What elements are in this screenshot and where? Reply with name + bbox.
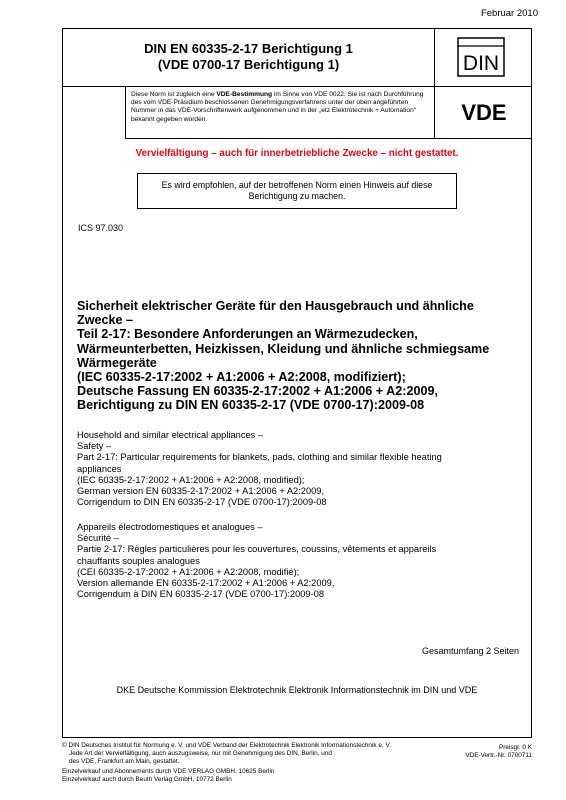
- price-info: [465, 744, 532, 760]
- cover-frame: [62, 28, 532, 738]
- vde-notice: Diese Norm ist zugleich eine VDE-Bestimmung im Sinne von VDE 0022. Sie ist nach Durchführung des vom VDE-Präsidium beschlossenen Genehmigungsverfahrens unter der oben angeführten Nummer in das VDE-Vorschriftenwerk aufgenommen und in der „etz Elektrotechnik + Automation“ bekannt gegeben worden.: [125, 87, 435, 139]
- recommendation-box: Es wird empfohlen, auf der betroffenen Norm einen Hinweis auf diese Berichtigung zu machen.: [137, 173, 457, 209]
- english-title: Household and similar electrical appliances – Safety – Part 2-17: Particular requirements for blankets, pads, clothing and similar flexible heating appliances (IEC 60335-2-17:2002 + A1:2006 + A2:2008, modified); German version EN 60335-2-17:2002 + A1:2006 + A2:2009, Corrigendum to DIN EN 60335-2-17 (VDE 0700-17):2009-08: [77, 430, 442, 508]
- vde-classification: (VDE 0700-17 Berichtigung 1): [157, 57, 340, 72]
- vde-order-number: VDE-Vertr.-Nr. 0700711: [465, 752, 532, 759]
- vde-logo-icon: [449, 99, 519, 125]
- svg-text:VDE: VDE: [461, 100, 507, 125]
- french-title: Appareils électrodomestiques et analogues – Sécurité – Partie 2-17: Règles particulières pour les couvertures, coussins, vêtements et appareils chauffants souples analogues (CEI 60335-2-17:2002 + A1:2006 + A2:2008, modifié); Version allemande EN 60335-2-17:2002 + A1:2006 + A2:2009, Corrigendum à DIN EN 60335-2-17 (VDE 0700-17):2009-08: [77, 522, 437, 600]
- standard-number: DIN EN 60335-2-17 Berichtigung 1: [144, 41, 353, 56]
- issue-date: Februar 2010: [480, 8, 538, 19]
- price-group: Preisgr. 0 K: [498, 744, 532, 751]
- german-title: Sicherheit elektrischer Geräte für den Hausgebrauch und ähnliche Zwecke – Teil 2-17: Besondere Anforderungen an Wärmezudecken, Wärmeunterbetten, Heizkissen, Kleidung und ähnliche schmiegsame Wärmegeräte (IEC 60335-2-17:2002 + A1:2006 + A2:2008, modifiziert); Deutsche Fassung EN 60335-2-17:2002 + A1:2006 + A2:2009, Berichtigung zu DIN EN 60335-2-17 (VDE 0700-17):2009-08: [77, 299, 490, 413]
- copyright-notice: © DIN Deutsches Institut für Normung e. V. und VDE Verband der Elektrotechnik Elektronik Informationstechnik e. V. Jede Art der Vervielfältigung, auch auszugsweise, nur mit Genehmigung des DIN, Berlin, und des VDE, Frankfurt am Main, gestattet.: [62, 742, 391, 765]
- reproduction-warning: Vervielfältigung – auch für innerbetriebliche Zwecke – nicht gestattet.: [135, 148, 459, 159]
- ics-code: ICS 97.030: [78, 223, 124, 233]
- din-logo-box: [435, 29, 531, 87]
- sales-info: Einzelverkauf und Abonnements durch VDE VERLAG GMBH, 10625 Berlin Einzelverkauf auch durch Beuth Verlag GmbH, 10772 Berlin: [62, 768, 275, 783]
- standard-title-box: [63, 29, 435, 87]
- dke-line: DKE Deutsche Kommission Elektrotechnik Elektronik Informationstechnik im DIN und VDE: [116, 685, 478, 695]
- vde-logo-box: [435, 87, 531, 139]
- svg-text:DIN: DIN: [462, 52, 500, 75]
- total-pages: Gesamtumfang 2 Seiten: [421, 646, 519, 656]
- din-logo-icon: [457, 37, 505, 77]
